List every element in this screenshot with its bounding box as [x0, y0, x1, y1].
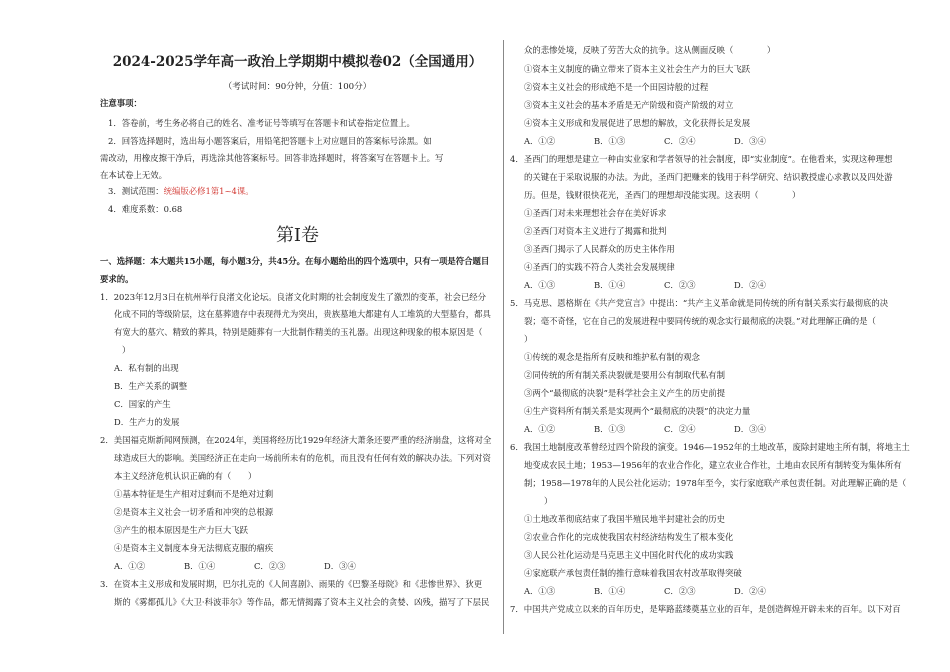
answer-option[interactable]: A．私有制的出现	[114, 363, 179, 373]
page-title: 2024-2025学年高一政治上学期期中模拟卷02（全国通用）	[112, 54, 483, 70]
question-text: 本主义经济危机认识正确的有（ ）	[114, 471, 257, 481]
choice-a[interactable]: A．①②	[114, 561, 146, 571]
statement: ②是资本主义社会一切矛盾和冲突的总根源	[114, 507, 274, 517]
statement: ②圣西门对资本主义进行了揭露和批判	[524, 226, 667, 236]
statement: ④生产资料所有制关系是实现两个“最彻底的决裂”的决定力量	[524, 406, 751, 416]
section-intro: 一、选择题：本大题共15小题，每小题3分，共45分。在每小题给出的四个选项中，只有一项是符合题目	[100, 256, 490, 266]
choice-row	[524, 136, 804, 147]
test-scope-label: 3．测试范围：	[108, 186, 164, 196]
choice-row	[524, 424, 804, 435]
statement: ③圣西门揭示了人民群众的历史主体作用	[524, 244, 675, 254]
choice-c[interactable]: C．②④	[664, 424, 696, 434]
question-text: 有宽大的墓穴、精致的葬具，特别是随葬有一大批制作精美的玉礼器。出现这种现象的根本原因是（	[114, 327, 483, 337]
question-text: 众的悲惨处境，反映了劳苦大众的抗争。这从侧面反映（ ）	[524, 45, 776, 55]
difficulty: 4．难度系数：0.68	[108, 204, 183, 214]
statement: ③产生的根本原因是生产力巨大飞跃	[114, 525, 248, 535]
question-text: ）	[544, 496, 553, 506]
exam-info: （考试时间：90分钟，分值：100分）	[223, 82, 372, 92]
question-text: 裂；毫不奇怪，它在自己的发展进程中要同传统的观念实行最彻底的决裂。”对此理解正确的是（	[524, 316, 876, 326]
choice-d[interactable]: D．③④	[734, 424, 766, 434]
choice-row	[524, 586, 804, 597]
statement: ②资本主义社会的形成绝不是一个田园诗般的过程	[524, 82, 709, 92]
question-text: ）	[524, 334, 533, 344]
statement: ①基本特征是生产相对过剩而不是绝对过剩	[114, 489, 274, 499]
column-divider	[503, 40, 504, 634]
statement: ②农业合作化的完成使我国农村经济结构发生了根本变化	[524, 532, 734, 542]
choice-d[interactable]: D．②④	[734, 280, 766, 290]
question-text: ）	[122, 345, 131, 355]
question-text: 制；1958—1978年的人民公社化运动；1978年至今，实行家庭联产承包责任制。对此理解正确的是（	[524, 478, 907, 488]
choice-a[interactable]: A．①③	[524, 586, 556, 596]
choice-a[interactable]: A．①②	[524, 424, 556, 434]
statement: ④圣西门的实践不符合人类社会发展规律	[524, 262, 675, 272]
question-text: 斯的《雾都孤儿》《大卫·科波菲尔》等作品，都无情揭露了资本主义社会的贪婪、凶残，描写了下层民	[114, 597, 490, 607]
section-intro: 要求的。	[100, 274, 134, 284]
choice-b[interactable]: B．①④	[594, 586, 626, 596]
question-text: 球造成巨大的影响。美国经济正在走向一场前所未有的危机，而且没有任何有效的解决办法。下列对资	[114, 453, 491, 463]
test-scope-value: 统编版必修1第1~4课。	[163, 186, 254, 196]
statement: ①圣西门对未来理想社会存在美好诉求	[524, 208, 667, 218]
statement: ③资本主义社会的基本矛盾是无产阶级和资产阶级的对立	[524, 100, 734, 110]
choice-a[interactable]: A．①③	[524, 280, 556, 290]
statement: ①传统的观念是指所有反映和维护私有制的观念	[524, 352, 700, 362]
question-text: 化成不同的等级阶层，这在墓葬遗存中表现得尤为突出，贵族墓地大都建有人工堆筑的大型墓台，都具	[114, 309, 491, 319]
statement: ①土地改革彻底结束了我国半殖民地半封建社会的历史	[524, 514, 725, 524]
volume-title: 第Ⅰ卷	[275, 225, 320, 246]
choice-b[interactable]: B．①③	[594, 136, 626, 146]
question-text: 历。但是，钱财很快花光，圣西门的理想却没能实现。这表明（ ）	[524, 190, 801, 200]
statement: ③两个“最彻底的决裂”是科学社会主义产生的历史前提	[524, 388, 726, 398]
statement: ①资本主义制度的确立带来了资本主义社会生产力的巨大飞跃	[524, 64, 751, 74]
note-item: 需改动，用橡皮擦干净后，再选涂其他答案标号。回答非选择题时，将答案写在答题卡上。写	[100, 153, 444, 163]
question-text: 1．2023年12月3日在杭州举行良渚文化论坛。良渚文化时期的社会制度发生了激烈的变革，社会已经分	[100, 292, 486, 302]
statement: ④资本主义形成和发展促进了思想的解放，文化获得长足发展	[524, 118, 751, 128]
test-scope	[108, 186, 254, 197]
statement: ②同传统的所有制关系决裂就是要用公有制取代私有制	[524, 370, 725, 380]
question-text: 6．我国土地制度改革曾经过四个阶段的演变。1946—1952年的土地改革，废除封建地主所有制，将地主土	[510, 442, 910, 452]
note-item: 在本试卷上无效。	[100, 170, 167, 180]
choice-c[interactable]: C．②③	[664, 586, 696, 596]
answer-option[interactable]: B．生产关系的调整	[114, 381, 188, 391]
answer-option[interactable]: C．国家的产生	[114, 399, 171, 409]
question-text: 7．中国共产党成立以来的百年历史，是筚路蓝缕奠基立业的百年，是创造辉煌开辟未来的百年。以下对百	[510, 604, 901, 614]
choice-d[interactable]: D．③④	[734, 136, 766, 146]
statement: ④家庭联产承包责任制的推行意味着我国农村改革取得突破	[524, 568, 742, 578]
note-item: 1．答卷前，考生务必将自己的姓名、准考证号等填写在答题卡和试卷指定位置上。	[108, 118, 415, 128]
statement: ④是资本主义制度本身无法彻底克服的痼疾	[114, 543, 274, 553]
notes-heading: 注意事项：	[100, 98, 142, 108]
choice-row	[524, 280, 804, 291]
choice-c[interactable]: C．②③	[664, 280, 696, 290]
choice-d[interactable]: D．②④	[734, 586, 766, 596]
question-text: 5．马克思、恩格斯在《共产党宣言》中提出：“共产主义革命就是同传统的所有制关系实行最彻底的决	[510, 298, 889, 308]
question-text: 地变成农民土地；1953—1956年的农业合作化，建立农业合作社，土地由农民所有制转变为集体所有	[524, 460, 902, 470]
statement: ③人民公社化运动是马克思主义中国化时代化的成功实践	[524, 550, 734, 560]
question-text: 4．圣西门的理想是建立一种由实业家和学者领导的社会制度，即“实业制度”。在他看来，实现这种理想	[510, 154, 893, 164]
question-text: 的关键在于采取说服的办法。为此，圣西门把赚来的钱用于科学研究、结识教授虚心求教以及四处游	[524, 172, 893, 182]
choice-b[interactable]: B．①④	[184, 561, 216, 571]
choice-c[interactable]: C．②④	[664, 136, 696, 146]
question-text: 2．美国福克斯新闻网预测，在2024年，美国将经历比1929年经济大萧条还要严重的经济崩盘，这将对全	[100, 435, 492, 445]
choice-row	[114, 561, 394, 572]
choice-b[interactable]: B．①④	[594, 280, 626, 290]
choice-a[interactable]: A．①②	[524, 136, 556, 146]
question-text: 3．在资本主义形成和发展时期，巴尔扎克的《人间喜剧》、雨果的《巴黎圣母院》和《悲惨世界》、狄更	[100, 579, 483, 589]
choice-c[interactable]: C．②③	[254, 561, 286, 571]
answer-option[interactable]: D．生产力的发展	[114, 417, 180, 427]
note-item: 2．回答选择题时，选出每小题答案后，用铅笔把答题卡上对应题目的答案标号涂黑。如	[108, 136, 432, 146]
choice-d[interactable]: D．③④	[324, 561, 356, 571]
choice-b[interactable]: B．①③	[594, 424, 626, 434]
